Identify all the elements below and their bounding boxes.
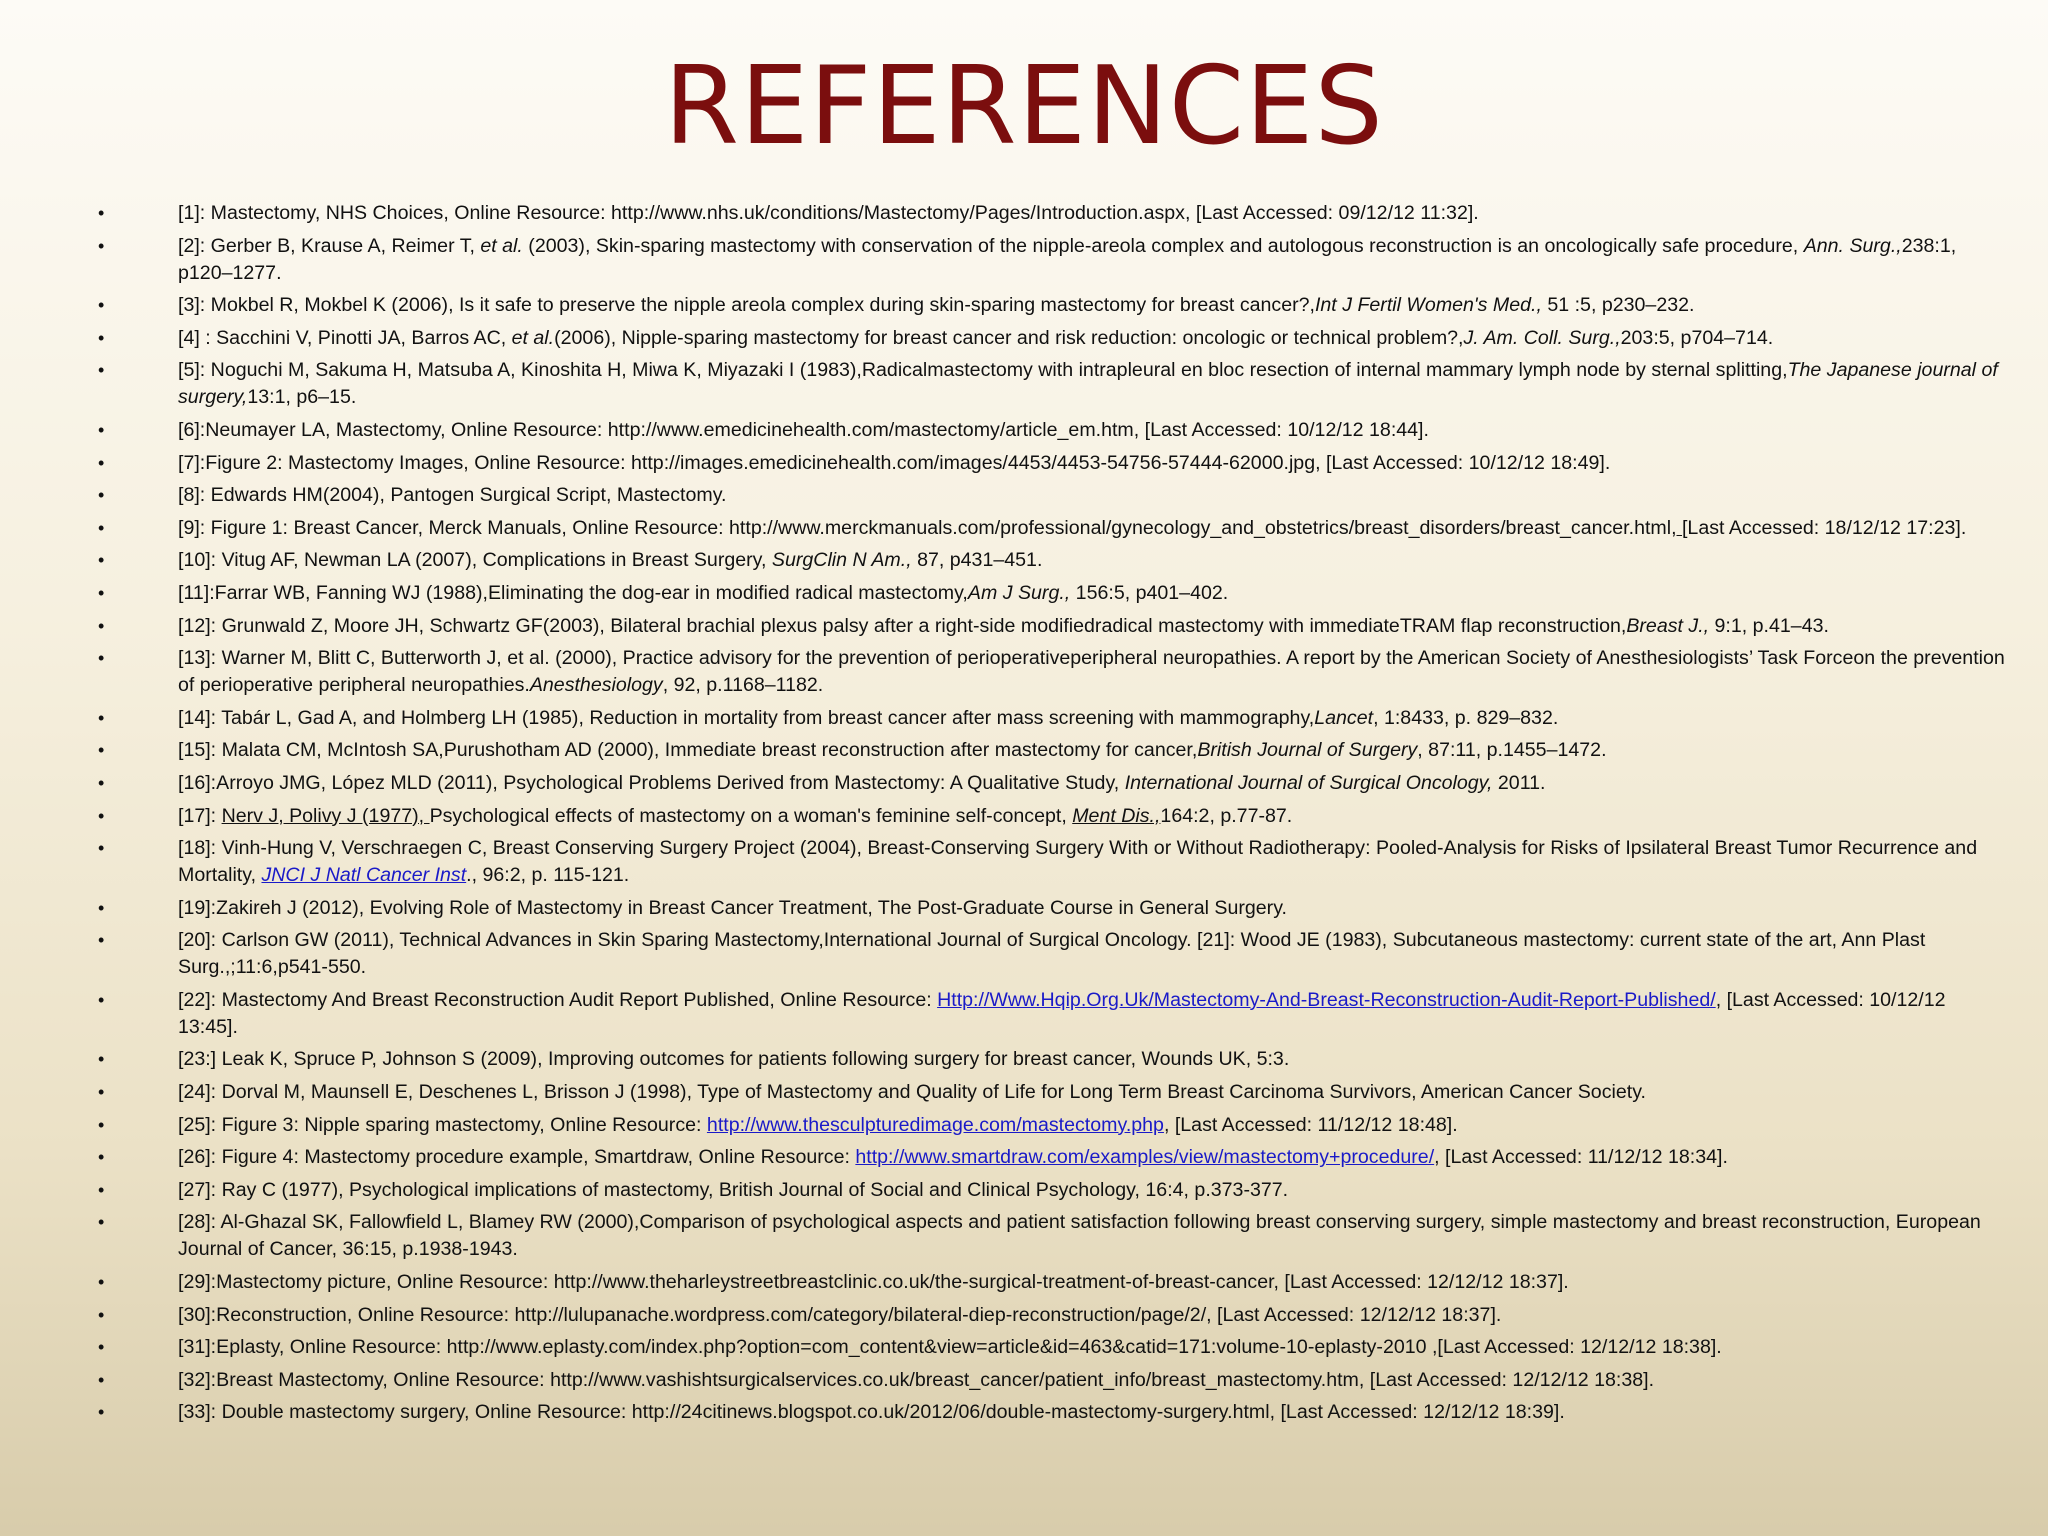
- reference-item: [0, 357, 2048, 411]
- bullet-icon: •: [98, 419, 105, 440]
- reference-text: Breast J.,: [1626, 614, 1710, 637]
- reference-item: [0, 1177, 2048, 1204]
- reference-text: ,: [1671, 516, 1682, 539]
- reference-item: [0, 515, 2048, 542]
- bullet-icon: •: [98, 772, 105, 793]
- reference-item: [0, 1399, 2048, 1426]
- reference-text: [16]:Arroyo JMG, López MLD (2011), Psychological Problems Derived from Mastectomy: A Qualitative Study,: [178, 771, 1125, 794]
- reference-text: , [Last Accessed: 11/12/12 18:48].: [1163, 1113, 1458, 1136]
- reference-text: [23:] Leak K, Spruce P, Johnson S (2009), Improving outcomes for patients following surgery for breast cancer, Wounds UK, 5:3.: [178, 1048, 1290, 1071]
- reference-item: [0, 1269, 2048, 1296]
- reference-link[interactable]: Http://Www.Hqip.Org.Uk/Mastectomy-And-Breast-Reconstruction-Audit-Report-Published/: [937, 988, 1716, 1011]
- reference-text: 13:1, p6–15.: [247, 386, 357, 409]
- reference-text: [18]: Vinh-Hung V, Verschraegen C, Breast Conserving Surgery Project (2004), Breast-Conserving Surgery With or Without Radiotherapy: Pooled-Analysis for Risks of Ipsilateral Breast Tumor Recurrence and Mortality,: [178, 837, 1978, 887]
- reference-text: [31]:Eplasty, Online Resource: http://www.eplasty.com/index.php?option=com_content&view=article&id=463&catid=171:volume-10-eplasty-2010 ,[Last Accessed: 12/12/12 18:38].: [178, 1336, 1722, 1359]
- reference-item: [0, 705, 2048, 732]
- reference-item: [0, 1144, 2048, 1171]
- bullet-icon: •: [98, 1147, 105, 1168]
- reference-text: , 1:8433, p. 829–832.: [1373, 706, 1559, 729]
- bullet-icon: •: [98, 517, 105, 538]
- reference-text: [6]:Neumayer LA, Mastectomy, Online Resource: http://www.emedicinehealth.com/mastectomy/article_em.htm, [Last Accessed: 10/12/12 18:44].: [178, 418, 1429, 441]
- reference-item: [0, 1079, 2048, 1106]
- reference-text: The Japanese journal of surgery,: [178, 359, 1998, 409]
- reference-item: [0, 580, 2048, 607]
- reference-text: Ann. Surg.,: [1803, 234, 1902, 257]
- reference-text: [25]: Figure 3: Nipple sparing mastectomy, Online Resource:: [178, 1113, 707, 1136]
- bullet-icon: •: [98, 740, 105, 761]
- reference-text: Lancet: [1314, 706, 1374, 729]
- reference-item: [0, 987, 2048, 1041]
- reference-text: British Journal of Surgery: [1197, 739, 1418, 762]
- reference-text: [13]: Warner M, Blitt C, Butterworth J, et al. (2000), Practice advisory for the prevention of perioperativeperipheral neuropathies. A report by the American Society of Anesthesiologists’ Task Forceon the prevention of perioperative peripheral neuropathies.: [178, 647, 2005, 697]
- bullet-icon: •: [98, 1179, 105, 1200]
- reference-item: [0, 1112, 2048, 1139]
- reference-text: [9]: Figure 1: Breast Cancer, Merck Manuals, Online Resource: http://www.merckmanuals.com/professional/gynecology_and_obstetrics/breast_disorders/breast_cancer.html: [178, 516, 1672, 539]
- bullet-icon: •: [98, 295, 105, 316]
- reference-text: Am J Surg.,: [967, 581, 1071, 604]
- reference-item: [0, 482, 2048, 509]
- bullet-icon: •: [98, 1212, 105, 1233]
- bullet-icon: •: [98, 1049, 105, 1070]
- reference-text: 2011.: [1492, 771, 1546, 794]
- reference-text: , 92, p.1168–1182.: [662, 674, 824, 697]
- reference-text: [3]: Mokbel R, Mokbel K (2006), Is it safe to preserve the nipple areola complex during skin-sparing mastectomy for breast cancer?,: [178, 294, 1315, 317]
- reference-text: [11]:Farrar WB, Fanning WJ (1988),Eliminating the dog-ear in modified radical mastectomy,: [178, 581, 968, 604]
- bullet-icon: •: [98, 452, 105, 473]
- reference-text: ., 96:2, p. 115-121.: [466, 864, 630, 887]
- bullet-icon: •: [98, 615, 105, 636]
- reference-text: Anesthesiology: [529, 674, 663, 697]
- reference-text: [29]:Mastectomy picture, Online Resource: http://www.theharleystreetbreastclinic.co.uk/the-surgical-treatment-of-breast-cancer, [Last Accessed: 12/12/12 18:37].: [178, 1271, 1569, 1294]
- reference-text: (2003), Skin-sparing mastectomy with conservation of the nipple-areola complex and autologous reconstruction is an oncologically safe procedure,: [522, 234, 1804, 257]
- bullet-icon: •: [98, 838, 105, 859]
- reference-item: [0, 450, 2048, 477]
- reference-text: [30]:Reconstruction, Online Resource: http://lulupanache.wordpress.com/category/bilateral-diep-reconstruction/page/2/, [Last Accessed: 12/12/12 18:37].: [178, 1303, 1502, 1326]
- reference-text: International Journal of Surgical Oncology,: [1124, 771, 1493, 794]
- reference-text: [17]:: [178, 804, 222, 827]
- reference-text: [26]: Figure 4: Mastectomy procedure example, Smartdraw, Online Resource:: [178, 1146, 856, 1169]
- reference-text: , 87:11, p.1455–1472.: [1417, 739, 1607, 762]
- reference-link[interactable]: JNCI J Natl Cancer Inst: [261, 864, 467, 887]
- reference-text: [33]: Double mastectomy surgery, Online Resource: http://24citinews.blogspot.co.uk/2012/06/double-mastectomy-surgery.html, [Last Accessed: 12/12/12 18:39].: [178, 1401, 1565, 1424]
- reference-text: Nerv J, Polivy J (1977),: [221, 804, 430, 827]
- reference-text: 203:5, p704–714.: [1620, 326, 1774, 349]
- reference-text: [24]: Dorval M, Maunsell E, Deschenes L, Brisson J (1998), Type of Mastectomy and Quality of Life for Long Term Breast Carcinoma Survivors, American Cancer Society.: [178, 1081, 1646, 1104]
- bullet-icon: •: [98, 550, 105, 571]
- reference-text: 238:1, p120–1277.: [178, 234, 1957, 284]
- reference-item: [0, 417, 2048, 444]
- reference-item: [0, 803, 2048, 830]
- reference-text: [5]: Noguchi M, Sakuma H, Matsuba A, Kinoshita H, Miwa K, Miyazaki I (1983),Radicalmastectomy with intrapleural en bloc resection of internal mammary lymph node by sternal splitting,: [178, 359, 1788, 382]
- reference-text: et al.: [480, 234, 523, 257]
- reference-text: J. Am. Coll. Surg.,: [1463, 326, 1621, 349]
- reference-text: [15]: Malata CM, McIntosh SA,Purushotham AD (2000), Immediate breast reconstruction after mastectomy for cancer,: [178, 739, 1198, 762]
- reference-text: [7]:Figure 2: Mastectomy Images, Online Resource: http://images.emedicinehealth.com/images/4453/4453-54756-57444-62000.jpg, [Last Accessed: 10/12/12 18:49].: [178, 451, 1611, 474]
- reference-item: [0, 927, 2048, 981]
- reference-text: , [Last Accessed: 11/12/12 18:34].: [1434, 1146, 1728, 1169]
- bullet-icon: •: [98, 1082, 105, 1103]
- bullet-icon: •: [98, 1304, 105, 1325]
- reference-text: [10]: Vitug AF, Newman LA (2007), Complications in Breast Surgery,: [178, 549, 772, 572]
- reference-text: [14]: Tabár L, Gad A, and Holmberg LH (1985), Reduction in mortality from breast cancer after mass screening with mammography,: [178, 706, 1315, 729]
- reference-text: [32]:Breast Mastectomy, Online Resource: http://www.vashishtsurgicalservices.co.uk/breast_cancer/patient_info/breast_mastectomy.htm, [Last Accessed: 12/12/12 18:38].: [178, 1368, 1655, 1391]
- bullet-icon: •: [98, 707, 105, 728]
- reference-text: [27]: Ray C (1977), Psychological implications of mastectomy, British Journal of Social and Clinical Psychology, 16:4, p.373-377.: [178, 1178, 1289, 1201]
- reference-text: 156:5, p401–402.: [1070, 581, 1229, 604]
- bullet-icon: •: [98, 485, 105, 506]
- bullet-icon: •: [98, 805, 105, 826]
- reference-item: [0, 200, 2048, 227]
- reference-item: [0, 292, 2048, 319]
- reference-text: (2006), Nipple-sparing mastectomy for breast cancer and risk reduction: oncologic or technical problem?,: [554, 326, 1464, 349]
- references-list: [0, 200, 2048, 1432]
- reference-text: [22]: Mastectomy And Breast Reconstruction Audit Report Published, Online Resource:: [178, 988, 938, 1011]
- reference-text: Int J Fertil Women's Med.,: [1314, 294, 1542, 317]
- reference-text: [4] : Sacchini V, Pinotti JA, Barros AC,: [178, 326, 512, 349]
- reference-text: [12]: Grunwald Z, Moore JH, Schwartz GF(2003), Bilateral brachial plexus palsy after a right-side modifiedradical mastectomy with immediateTRAM flap reconstruction,: [178, 614, 1627, 637]
- reference-text: Psychological effects of mastectomy on a woman's feminine self-concept,: [429, 804, 1073, 827]
- reference-item: [0, 613, 2048, 640]
- reference-text: 164:2, p.77-87.: [1160, 804, 1293, 827]
- bullet-icon: •: [98, 1337, 105, 1358]
- reference-item: [0, 547, 2048, 574]
- bullet-icon: •: [98, 582, 105, 603]
- reference-item: [0, 325, 2048, 352]
- bullet-icon: •: [98, 203, 105, 223]
- reference-item: [0, 1209, 2048, 1263]
- reference-text: , [Last Accessed: 10/12/12 13:45].: [178, 988, 1946, 1038]
- reference-text: Ment Dis.,: [1072, 804, 1161, 827]
- bullet-icon: •: [98, 648, 105, 669]
- reference-text: et al.: [511, 326, 555, 349]
- reference-text: [Last Accessed: 18/12/12 17:23].: [1681, 516, 1967, 539]
- reference-text: 51 :5, p230–232.: [1541, 294, 1695, 317]
- bullet-icon: •: [98, 930, 105, 951]
- reference-text: [20]: Carlson GW (2011), Technical Advances in Skin Sparing Mastectomy,International Journal of Surgical Oncology. [21]: Wood JE (1983), Subcutaneous mastectomy: current state of the art, Ann Plast Surg.,;11:6,p541-550.: [178, 929, 1926, 979]
- reference-text: [1]: Mastectomy, NHS Choices, Online Resource: http://www.nhs.uk/conditions/Mastectomy/Pages/Introduction.aspx, [Last Accessed: 09/12/12 11:32].: [178, 202, 1479, 224]
- reference-item: [0, 835, 2048, 889]
- bullet-icon: •: [98, 1114, 105, 1135]
- reference-item: [0, 895, 2048, 922]
- bullet-icon: •: [98, 897, 105, 918]
- reference-item: [0, 1046, 2048, 1073]
- page-title: REFERENCES: [664, 44, 1384, 169]
- bullet-icon: •: [98, 1272, 105, 1293]
- reference-item: [0, 233, 2048, 287]
- bullet-icon: •: [98, 360, 105, 381]
- reference-item: [0, 1367, 2048, 1394]
- bullet-icon: •: [98, 989, 105, 1010]
- reference-item: [0, 1302, 2048, 1329]
- bullet-icon: •: [98, 327, 105, 348]
- reference-text: SurgClin N Am.,: [771, 549, 912, 572]
- bullet-icon: •: [98, 1369, 105, 1390]
- reference-item: [0, 1334, 2048, 1361]
- reference-text: 9:1, p.41–43.: [1709, 614, 1829, 637]
- reference-text: [19]:Zakireh J (2012), Evolving Role of Mastectomy in Breast Cancer Treatment, The Post-Graduate Course in General Surgery.: [178, 896, 1287, 919]
- reference-text: 87, p431–451.: [911, 549, 1043, 572]
- reference-item: [0, 737, 2048, 764]
- reference-text: [28]: Al-Ghazal SK, Fallowfield L, Blamey RW (2000),Comparison of psychological aspects and patient satisfaction following breast conserving surgery, simple mastectomy and breast reconstruction, European Journal of Cancer, 36:15, p.1938-1943.: [178, 1211, 1981, 1261]
- bullet-icon: •: [98, 1402, 105, 1423]
- reference-text: [2]: Gerber B, Krause A, Reimer T,: [178, 234, 481, 257]
- reference-link[interactable]: http://www.smartdraw.com/examples/view/mastectomy+procedure/: [855, 1146, 1435, 1169]
- reference-text: [8]: Edwards HM(2004), Pantogen Surgical Script, Mastectomy.: [178, 484, 727, 507]
- reference-item: [0, 770, 2048, 797]
- reference-link[interactable]: http://www.thesculpturedimage.com/mastectomy.php: [706, 1113, 1164, 1136]
- bullet-icon: •: [98, 235, 105, 256]
- reference-item: [0, 645, 2048, 699]
